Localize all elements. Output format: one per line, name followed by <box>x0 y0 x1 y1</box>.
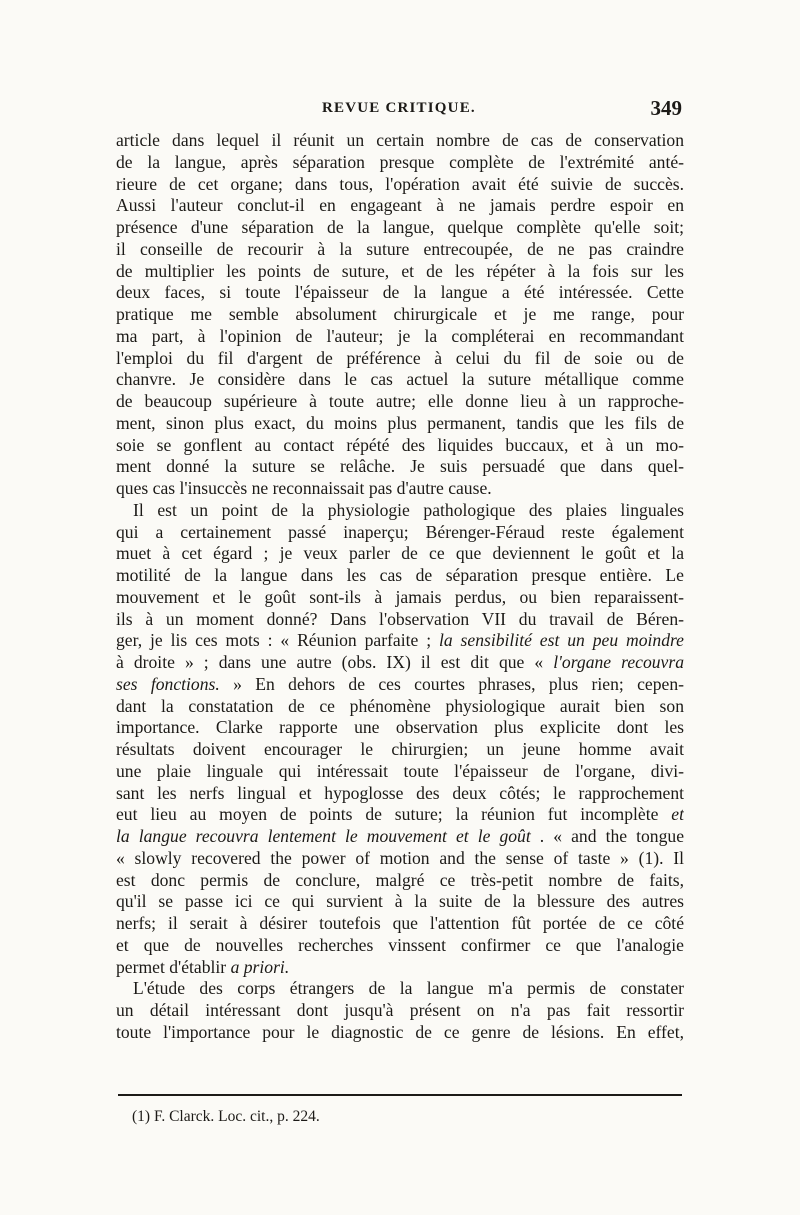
text-line <box>116 1022 684 1044</box>
text-line <box>116 848 684 870</box>
text-run: pratique me semble absolument chirurgicale et je me range, pour <box>116 304 684 324</box>
text-line <box>116 261 684 283</box>
text-line <box>116 304 684 326</box>
text-run: deux faces, si toute l'épaisseur de la langue a été intéressée. Cette <box>116 282 684 303</box>
text-line <box>116 174 684 196</box>
footnote: (1) F. Clarck. Loc. cit., p. 224. <box>132 1108 320 1125</box>
text-run: sant les nerfs lingual et hypoglosse des deux côtés; le rapprochement <box>116 782 684 803</box>
text-run: un détail intéressant dont jusqu'à présent on n'a pas fait ressortir <box>116 1000 684 1020</box>
text-line <box>116 935 684 957</box>
text-line <box>116 217 684 239</box>
text-run: ger, je lis ces mots : « Réunion parfaite ; <box>116 630 439 651</box>
text-line <box>116 369 684 391</box>
text-line <box>116 891 684 913</box>
text-line <box>116 478 684 500</box>
text-run: dant la constatation de ce phénomène physiologique aurait bien son <box>116 695 684 716</box>
text-run: résultats doivent encourager le chirurgien; un jeune homme avait <box>116 739 684 759</box>
text-run: chanvre. Je considère dans le cas actuel la suture métallique comme <box>116 369 684 390</box>
body-text <box>116 130 684 1044</box>
text-line <box>116 130 684 152</box>
text-line <box>116 913 684 935</box>
text-line <box>116 522 684 544</box>
page-header <box>116 96 684 124</box>
text-run: qu'il se passe ici ce qui survient à la suite de la blessure des autres <box>116 891 684 912</box>
text-run: permet d'établir <box>116 956 231 977</box>
text-run: de la langue, après séparation presque complète de l'extrémité anté- <box>116 151 684 172</box>
text-run: toute l'importance pour le diagnostic de ce genre de lésions. En effet, <box>116 1021 684 1042</box>
text-run: Aussi l'auteur conclut-il en engageant à ne jamais perdre espoir en <box>116 195 684 216</box>
text-run: il conseille de recourir à la suture entrecoupée, de ne pas craindre <box>116 238 684 259</box>
text-run: ques cas l'insuccès ne reconnaissait pas d'autre cause. <box>116 478 492 498</box>
text-line <box>116 870 684 892</box>
text-line <box>116 195 684 217</box>
italic-text: la sensibilité est un peu moindre <box>438 630 684 651</box>
text-line <box>116 391 684 413</box>
text-run: une plaie linguale qui intéressait toute l'épaisseur de l'organe, divi- <box>116 760 684 781</box>
text-run: motilité de la langue dans les cas de séparation presque entière. Le <box>116 565 684 585</box>
text-line <box>116 978 684 1000</box>
text-run: L'étude des corps étrangers de la langue m'a permis de constater <box>133 978 684 999</box>
text-run: présence d'une séparation de la langue, quelque complète qu'elle soit; <box>116 217 684 237</box>
text-line <box>116 413 684 435</box>
text-line <box>116 783 684 805</box>
text-run: ma part, à l'opinion de l'auteur; je la compléterai en recommandant <box>116 325 684 346</box>
text-run: » En dehors de ces courtes phrases, plus rien; cepen- <box>219 673 684 694</box>
text-line <box>116 1000 684 1022</box>
text-run: rieure de cet organe; dans tous, l'opération avait été suivie de succès. <box>116 173 684 194</box>
text-line <box>116 804 684 826</box>
text-line <box>116 717 684 739</box>
text-run: soie se gonflent au contact répété des liquides buccaux, et à un mo- <box>116 434 684 455</box>
footnote-rule <box>118 1094 682 1096</box>
text-run: mouvement et le goût sont-ils à jamais perdus, ou bien reparaissent- <box>116 586 684 607</box>
text-run: de beaucoup supérieure à toute autre; elle donne lieu à un rapproche- <box>116 391 684 411</box>
text-line <box>116 696 684 718</box>
text-line <box>116 630 684 652</box>
text-line <box>116 152 684 174</box>
text-line <box>116 609 684 631</box>
text-line <box>116 739 684 761</box>
text-line <box>116 652 684 674</box>
text-line <box>116 587 684 609</box>
text-line <box>116 326 684 348</box>
text-run: « slowly recovered the power of motion and the sense of taste » (1). Il <box>116 847 684 868</box>
text-run: est donc permis de conclure, malgré ce très-petit nombre de faits, <box>116 869 684 890</box>
text-run: . « and the tongue <box>530 826 684 846</box>
text-line <box>116 543 684 565</box>
text-line <box>116 761 684 783</box>
text-run: muet à cet égard ; je veux parler de ce que deviennent le goût et la <box>116 543 684 564</box>
text-line <box>116 565 684 587</box>
text-line <box>116 348 684 370</box>
text-line <box>116 239 684 261</box>
text-run: nerfs; il serait à désirer toutefois que l'attention fût portée de ce côté <box>116 913 684 933</box>
italic-text: a priori. <box>230 956 290 977</box>
text-run: article dans lequel il réunit un certain nombre de cas de conservation <box>116 130 684 150</box>
text-line <box>116 500 684 522</box>
text-run: de multiplier les points de suture, et de les répéter à la fois sur les <box>116 260 684 281</box>
text-run: et que de nouvelles recherches vinssent confirmer ce que l'analogie <box>116 934 684 955</box>
italic-text: la langue recouvra lentement le mouvement et le goût <box>116 826 531 846</box>
italic-text: l'organe recouvra <box>553 652 684 672</box>
italic-text: et <box>671 804 684 825</box>
text-line <box>116 456 684 478</box>
page-number: 349 <box>650 96 682 120</box>
text-line <box>116 435 684 457</box>
text-run: importance. Clarke rapporte une observation plus explicite dont les <box>116 717 684 738</box>
text-line <box>116 826 684 848</box>
text-run: qui a certainement passé inaperçu; Bérenger-Féraud reste également <box>116 521 684 542</box>
text-run: ils à un moment donné? Dans l'observation VII du travail de Béren- <box>116 608 684 629</box>
text-run: ment donné la suture se relâche. Je suis persuadé que dans quel- <box>116 456 684 477</box>
text-line <box>116 957 684 979</box>
text-run: Il est un point de la physiologie pathologique des plaies linguales <box>133 499 684 520</box>
text-run: l'emploi du fil d'argent de préférence à celui du fil de soie ou de <box>116 347 684 368</box>
italic-text: ses fonctions. <box>116 673 220 694</box>
running-title: REVUE CRITIQUE. <box>322 100 476 116</box>
text-line <box>116 282 684 304</box>
text-run: eut lieu au moyen de points de suture; la réunion fut incomplète <box>116 804 672 825</box>
text-run: ment, sinon plus exact, du moins plus permanent, tandis que les fils de <box>116 412 684 433</box>
text-line <box>116 674 684 696</box>
text-run: à droite » ; dans une autre (obs. IX) il est dit que « <box>116 652 554 672</box>
